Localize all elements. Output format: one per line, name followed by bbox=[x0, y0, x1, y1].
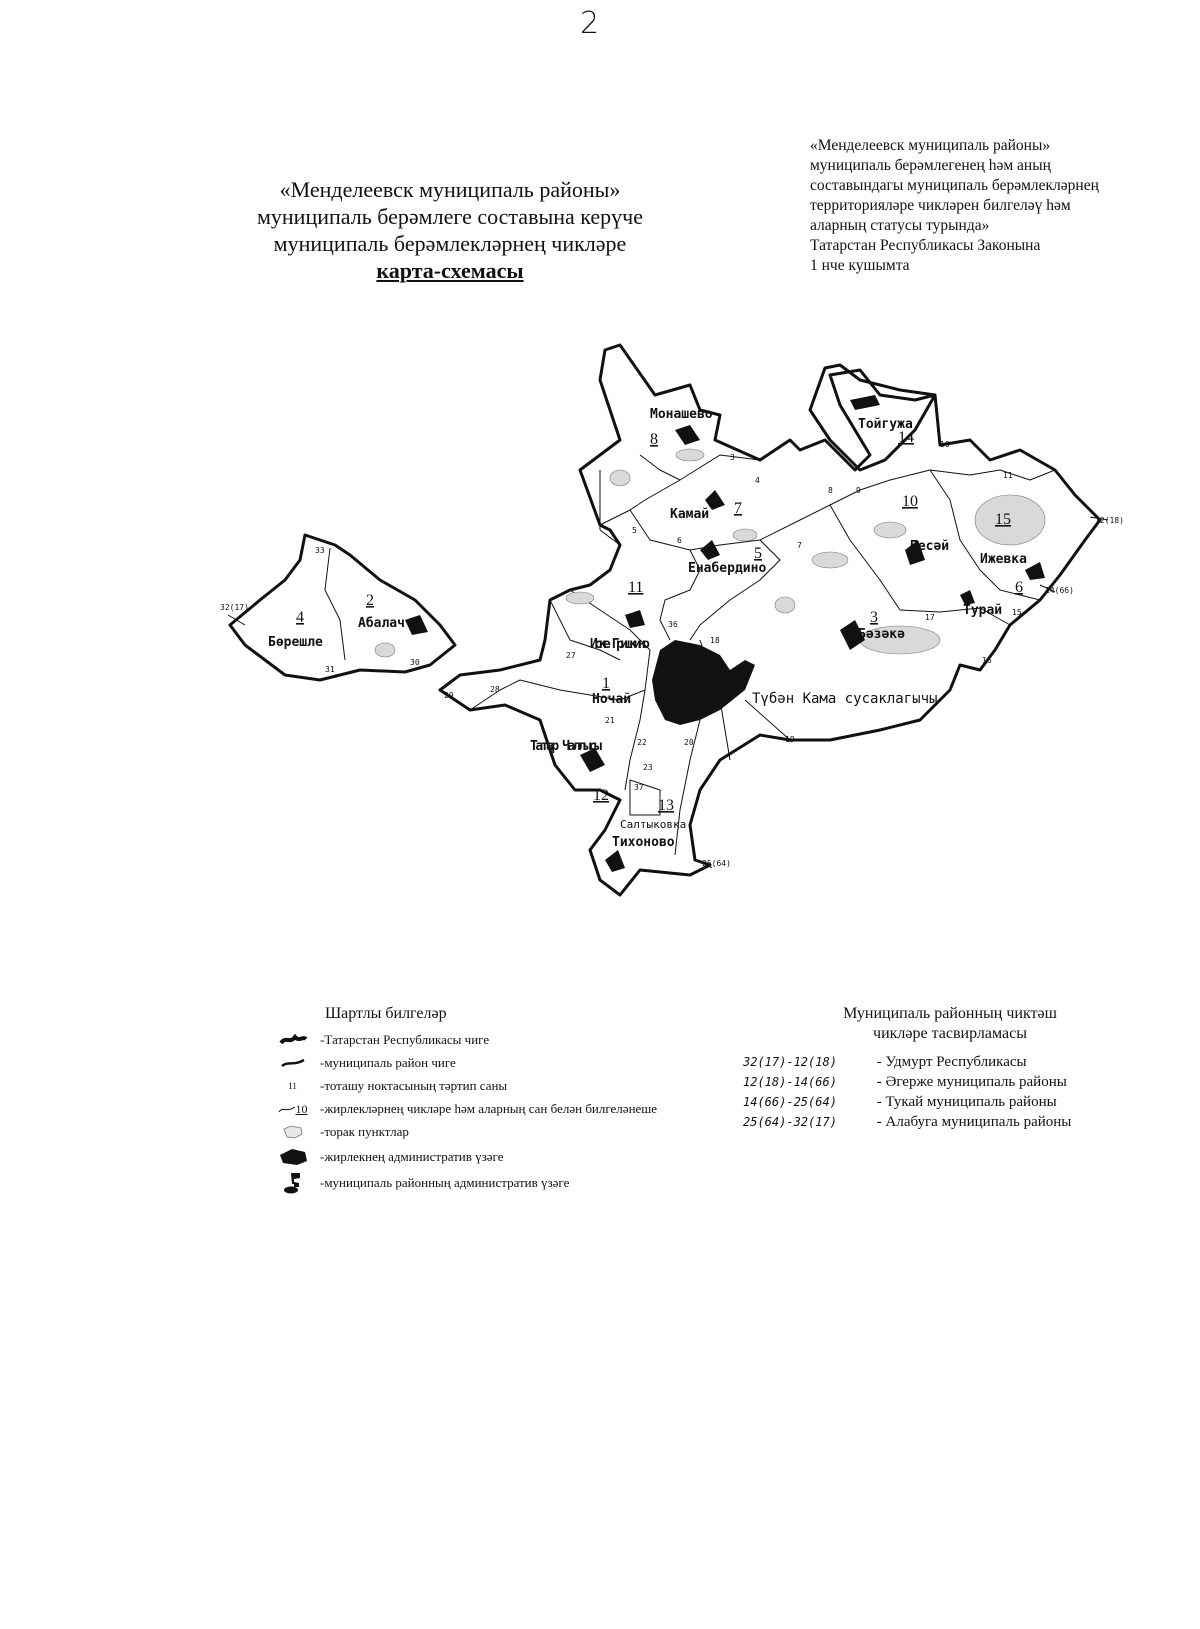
contact-point: 33 bbox=[315, 546, 325, 555]
annex-line: муниципаль берәмлегенең һәм аның bbox=[810, 157, 1051, 174]
legend-item bbox=[265, 1172, 569, 1194]
contact-point: 11 bbox=[1003, 471, 1013, 480]
municipality-number: 8 bbox=[650, 431, 658, 448]
settlement-label: Татар Чаллысы bbox=[530, 739, 602, 754]
settlement-patch bbox=[566, 592, 594, 604]
contact-point: 15 bbox=[1012, 608, 1022, 617]
municipality-number: 4 bbox=[296, 609, 304, 626]
settlement-label: Енабердино bbox=[688, 561, 767, 576]
municipality-number: 3 bbox=[870, 609, 878, 626]
settlement-patch bbox=[610, 470, 630, 486]
contact-point: 29 bbox=[444, 691, 454, 700]
legend-item bbox=[265, 1098, 657, 1120]
settlement-label: Бәзәкә bbox=[858, 627, 905, 642]
city-area bbox=[652, 640, 755, 725]
legend-label: -тоташу ноктасының тәртип саны bbox=[320, 1078, 508, 1093]
contact-point: 30 bbox=[410, 658, 420, 667]
legend-label: -муниципаль район чиге bbox=[320, 1055, 456, 1070]
settlement-label: Камай bbox=[670, 507, 710, 522]
neighbor-row bbox=[743, 1054, 1027, 1071]
neighbor-code: 25(64)-32(17) bbox=[743, 1115, 837, 1129]
outer-point: 25(64) bbox=[702, 859, 731, 868]
legend-item bbox=[265, 1121, 409, 1143]
outer-point: 12(18) bbox=[1095, 516, 1124, 525]
legend-item bbox=[265, 1029, 489, 1051]
admin-center bbox=[405, 615, 428, 635]
settlement-border bbox=[325, 548, 345, 660]
neighbor-code: 32(17)-12(18) bbox=[743, 1055, 837, 1069]
reservoir-label: Түбән Кама сусаклагычы bbox=[752, 691, 938, 707]
contact-point: 16 bbox=[982, 656, 992, 665]
contact-point: 5 bbox=[632, 526, 637, 535]
annex-line: Татарстан Республикасы Законына bbox=[810, 237, 1041, 254]
legend-label: -Татарстан Республикасы чиге bbox=[320, 1032, 490, 1047]
municipality-number: 13 bbox=[658, 797, 674, 814]
legend-label: -жирлекләрнең чикләре һәм аларның сан белән билгеләнеше bbox=[320, 1101, 658, 1116]
municipality-number: 1 bbox=[602, 675, 610, 692]
settlement-border bbox=[690, 540, 780, 640]
points-description-title bbox=[790, 1004, 1110, 1044]
contact-point: 23 bbox=[643, 763, 653, 772]
outer-point: 32(17) bbox=[220, 603, 249, 612]
legend-label: -муниципаль районның административ үзәге bbox=[320, 1175, 570, 1190]
municipality-number: 11 bbox=[628, 579, 644, 596]
contact-point: 18 bbox=[710, 636, 720, 645]
admin-center bbox=[850, 395, 880, 410]
title-emphasis: карта-схемасы bbox=[376, 258, 524, 283]
title-line: «Менделеевск муниципаль районы» bbox=[279, 177, 621, 202]
contact-point: 7 bbox=[797, 541, 802, 550]
settlement-label: Монашево bbox=[650, 407, 713, 422]
points-title-line: Муниципаль районның чиктәш bbox=[843, 1005, 1057, 1022]
title-line: муниципаль берәмлекләрнең чикләре bbox=[273, 231, 627, 256]
annex-reference bbox=[810, 136, 1170, 276]
admin-center bbox=[675, 425, 700, 445]
municipality-number: 7 bbox=[734, 500, 742, 517]
settlement-border-icon bbox=[265, 1102, 320, 1117]
municipality-number: 2 bbox=[366, 592, 374, 609]
contact-point: 28 bbox=[490, 685, 500, 694]
contact-point: 20 bbox=[684, 738, 694, 747]
settlement-icon bbox=[265, 1124, 320, 1140]
border-number-sample: 10 bbox=[295, 1101, 308, 1116]
point-number-icon: 11 bbox=[288, 1081, 297, 1091]
municipality-number: 12 bbox=[593, 787, 609, 804]
contact-point: 21 bbox=[605, 716, 615, 725]
contact-point: 8 bbox=[828, 486, 833, 495]
contact-point: 10 bbox=[940, 440, 950, 449]
contact-point: 17 bbox=[925, 613, 935, 622]
neighbor-name: - Удмурт Республикасы bbox=[876, 1054, 1027, 1070]
contact-point: 22 bbox=[637, 738, 647, 747]
neighbor-row bbox=[743, 1074, 1067, 1091]
neighbor-row bbox=[743, 1094, 1057, 1111]
neighbor-name: - Тукай муниципаль районы bbox=[876, 1094, 1057, 1110]
annex-line: «Менделеевск муниципаль районы» bbox=[810, 137, 1051, 154]
contact-point: 31 bbox=[325, 665, 335, 674]
municipality-number: 10 bbox=[902, 493, 918, 510]
municipality-number: 14 bbox=[898, 429, 914, 446]
annex-line: территорияләре чикләрен билгеләү һәм bbox=[810, 197, 1071, 214]
republic-border-icon bbox=[265, 1034, 320, 1046]
legend-label: -торак пунктлар bbox=[320, 1124, 409, 1139]
page-number: 2 bbox=[580, 6, 600, 41]
contact-point: 27 bbox=[566, 651, 576, 660]
municipality-number: 15 bbox=[995, 511, 1011, 528]
settlement-label: Салтыковка bbox=[620, 818, 687, 831]
neighbor-name: - Әгерже муниципаль районы bbox=[876, 1074, 1067, 1090]
settlement-patch bbox=[676, 449, 704, 461]
outer-point: 14(66) bbox=[1045, 586, 1074, 595]
settlement-patch bbox=[733, 529, 757, 541]
contact-point: 4 bbox=[755, 476, 760, 485]
settlement-patch bbox=[375, 643, 395, 657]
contact-point: 36 bbox=[668, 620, 678, 629]
settlement-label: Абалач bbox=[358, 616, 405, 631]
contact-point: 37 bbox=[634, 783, 644, 792]
contact-point: 19 bbox=[785, 735, 795, 744]
settlement-center-icon bbox=[265, 1147, 320, 1167]
points-title-line: чикләре тасвирламасы bbox=[873, 1025, 1027, 1042]
settlement-patch bbox=[874, 522, 906, 538]
neighbor-row bbox=[743, 1114, 1071, 1131]
district-center-icon bbox=[265, 1171, 320, 1195]
settlement-label: Тихоново bbox=[612, 835, 675, 850]
annex-line: аларның статусы турында» bbox=[810, 217, 990, 234]
neighbor-code: 14(66)-25(64) bbox=[743, 1095, 837, 1109]
settlement-border bbox=[640, 455, 680, 480]
settlement-label: Иске Гришкино bbox=[590, 637, 650, 652]
municipality-number: 6 bbox=[1015, 579, 1023, 596]
admin-center bbox=[1025, 562, 1045, 580]
district-border bbox=[230, 535, 455, 680]
annex-line: 1 нче кушымта bbox=[810, 257, 910, 274]
annex-line: составындагы муниципаль берәмлекләрнең bbox=[810, 177, 1099, 194]
settlement-label: Ночай bbox=[592, 692, 632, 707]
page-title bbox=[200, 176, 700, 284]
neighbor-code: 12(18)-14(66) bbox=[743, 1075, 837, 1089]
legend-title: Шартлы билгеләр bbox=[325, 1005, 447, 1022]
legend-label: -жирлекнең административ үзәге bbox=[320, 1149, 504, 1164]
settlement-label: Турай bbox=[963, 603, 1003, 618]
title-line: муниципаль берәмлеге составына керүче bbox=[256, 204, 644, 229]
settlement-label: Песәй bbox=[910, 539, 950, 554]
admin-center bbox=[700, 540, 720, 560]
municipality-number: 5 bbox=[754, 545, 762, 562]
settlement-patch bbox=[812, 552, 848, 568]
legend-item bbox=[265, 1075, 507, 1097]
contact-point: 6 bbox=[677, 536, 682, 545]
admin-center bbox=[605, 850, 625, 872]
district-map bbox=[0, 330, 1200, 910]
admin-center bbox=[625, 610, 645, 628]
legend-item bbox=[265, 1052, 456, 1074]
contact-point: 3 bbox=[730, 453, 735, 462]
settlement-label: Ижевка bbox=[980, 552, 1027, 567]
neighbor-name: - Алабуга муниципаль районы bbox=[876, 1114, 1072, 1130]
contact-point: 9 bbox=[856, 486, 861, 495]
settlement-label: Тойгужа bbox=[858, 417, 913, 432]
legend-item bbox=[265, 1146, 504, 1168]
settlement-patch bbox=[775, 597, 795, 613]
settlement-label: Бөрешле bbox=[268, 635, 323, 650]
district-border-icon bbox=[265, 1057, 320, 1069]
